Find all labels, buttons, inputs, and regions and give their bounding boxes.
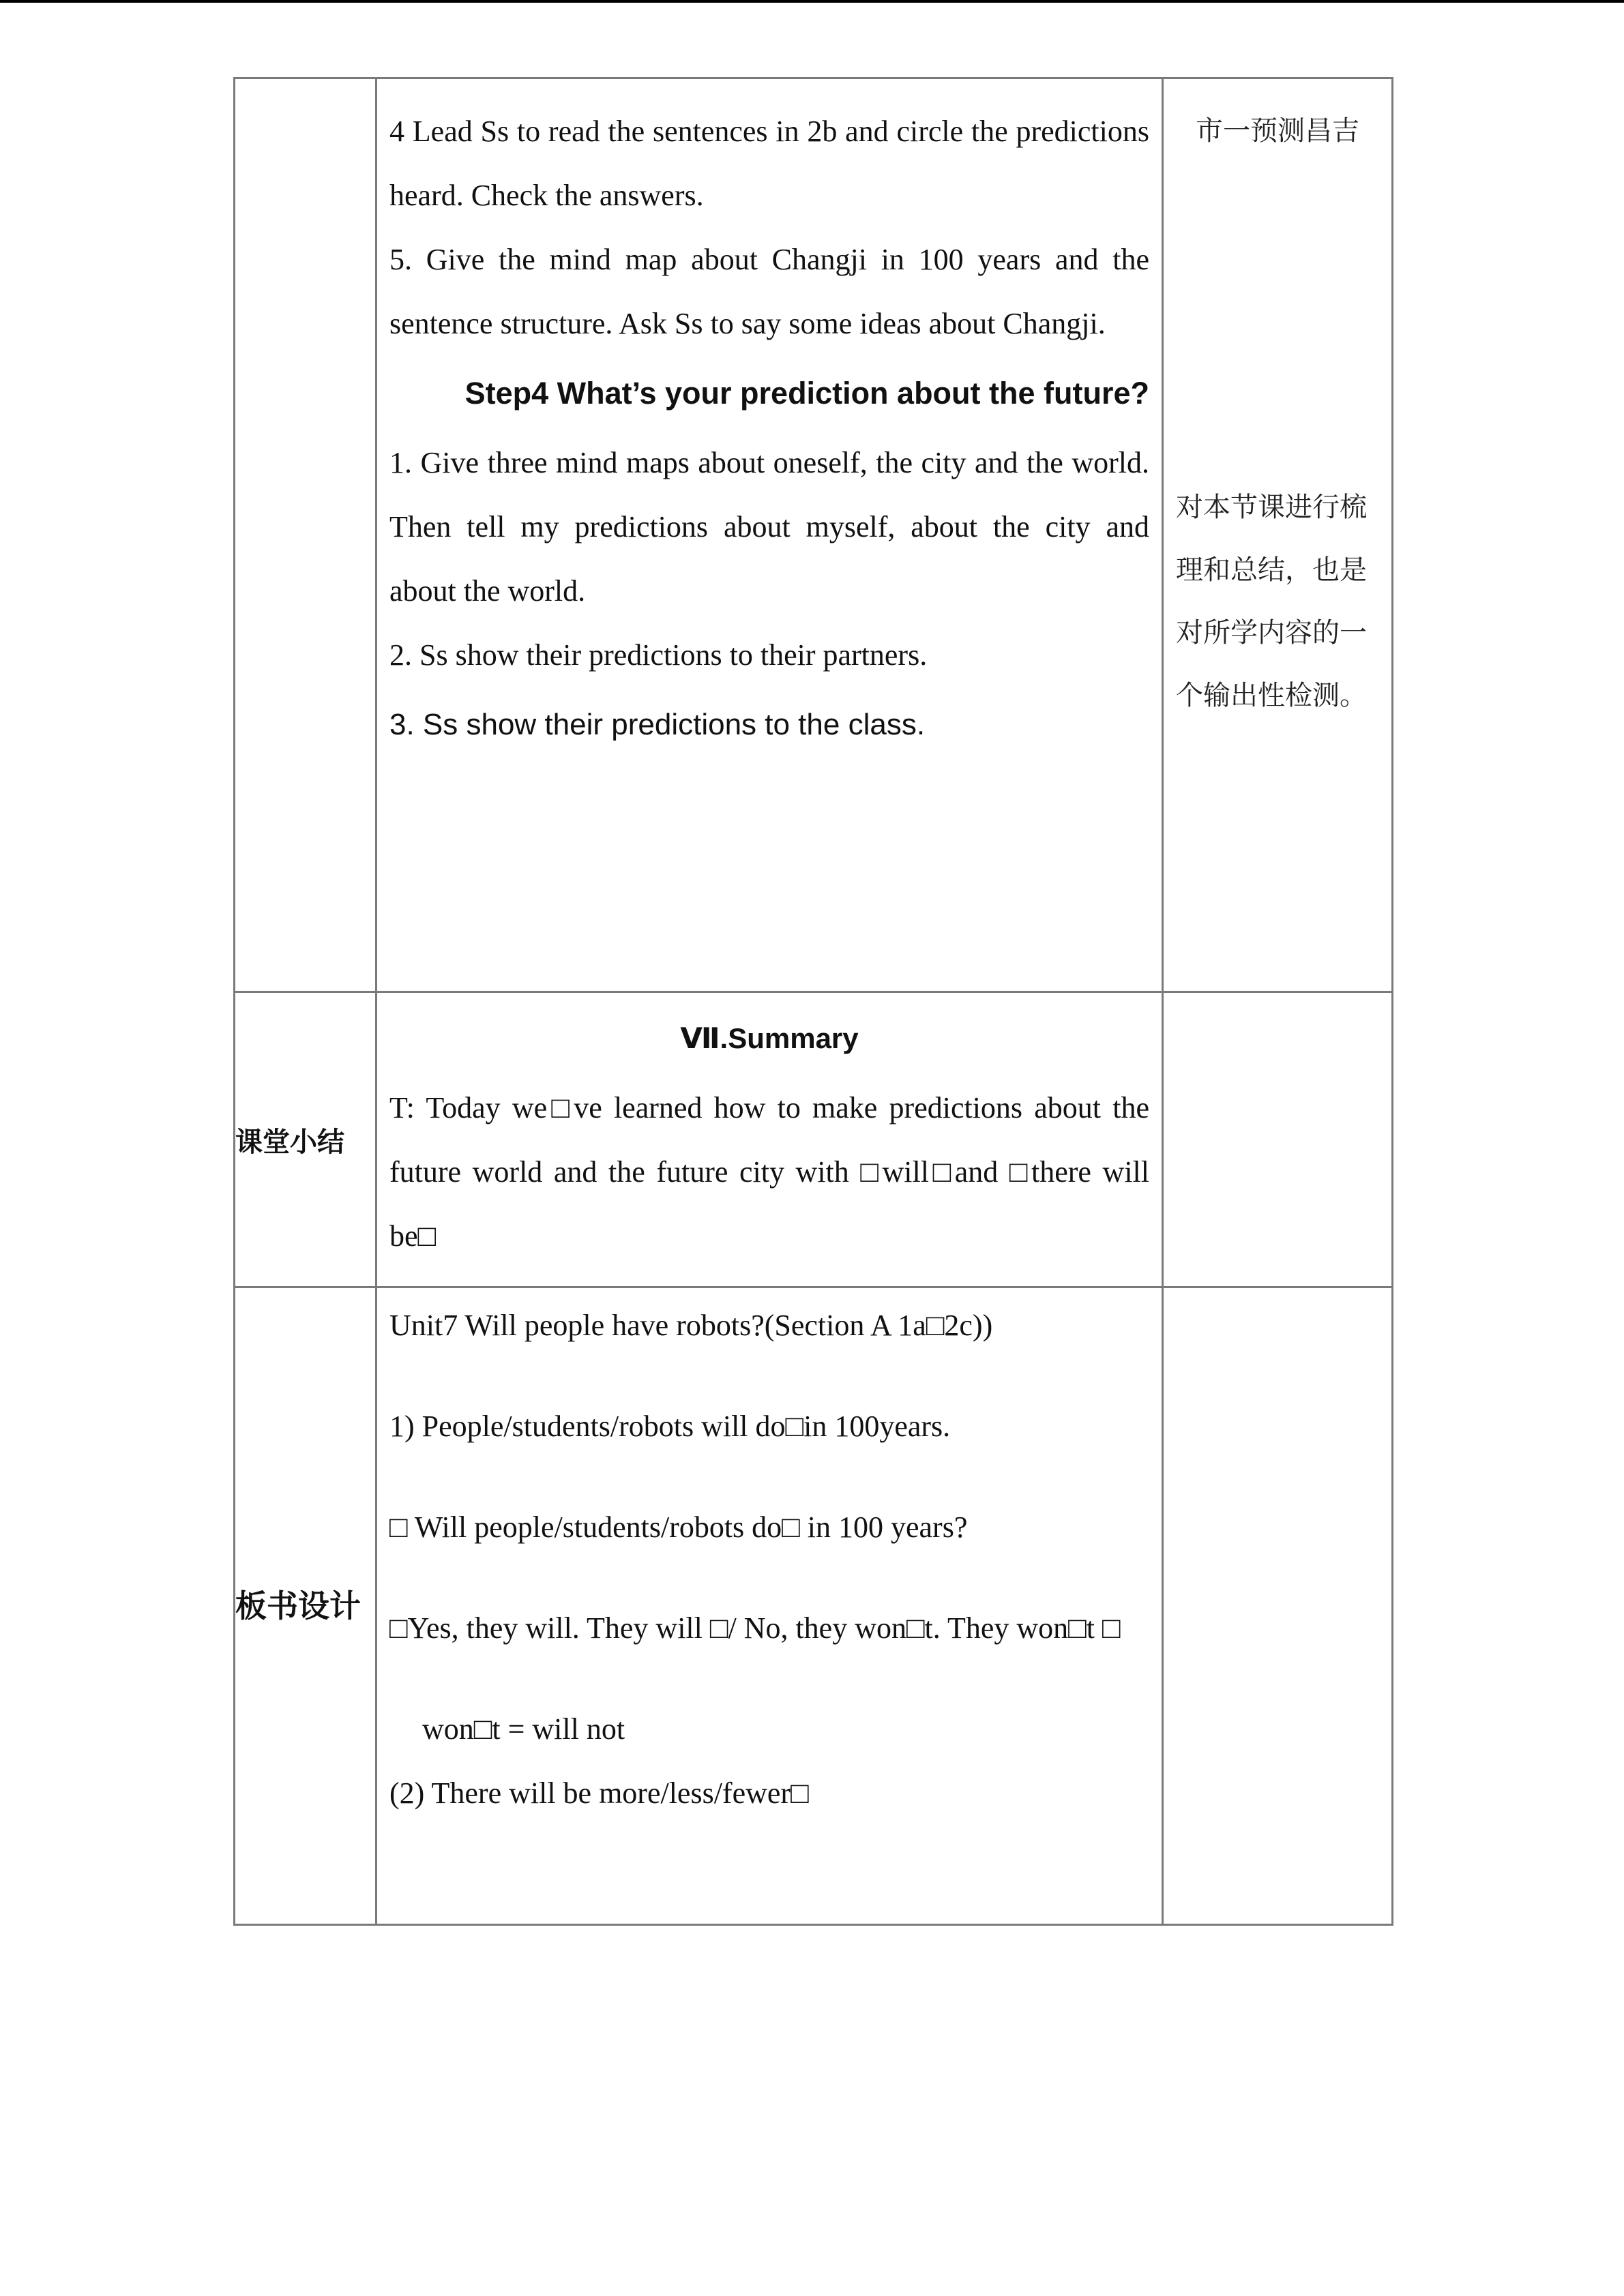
board-line-1: 1) People/students/robots will do□in 100years. xyxy=(389,1410,951,1443)
step4-heading: Step4 What’s your prediction about the future? xyxy=(464,376,1149,411)
board-title: Unit7 Will people have robots?(Section A 1a□2c)) xyxy=(389,1309,993,1342)
summary-heading: Ⅶ.Summary xyxy=(680,1022,859,1054)
empty-label-cell xyxy=(235,78,377,992)
step4-item-1: 1. Give three mind maps about oneself, the city and the world. Then tell my predictions about myself, about the city and about the world. xyxy=(389,446,1149,608)
board-note-cell xyxy=(1163,1287,1393,1925)
board-content-cell xyxy=(377,1287,1163,1925)
board-label xyxy=(235,1287,377,1925)
table-row-step xyxy=(235,78,1393,992)
summary-label: 课堂小结 xyxy=(235,992,377,1287)
board-line-5: (2) There will be more/less/fewer□ xyxy=(389,1776,809,1810)
board-line-2: □ Will people/students/robots do□ in 100 years? xyxy=(389,1510,968,1544)
table-row-summary xyxy=(235,992,1393,1287)
board-label-text: 板书设计 xyxy=(235,1587,361,1624)
paragraph-lead-ss: 4 Lead Ss to read the sentences in 2b and circle the predictions heard. Check the answers. xyxy=(389,115,1149,212)
lesson-plan-table xyxy=(233,77,1393,1926)
step-content-cell xyxy=(377,78,1163,992)
table-row-board xyxy=(235,1287,1393,1925)
note-predict-changji: 市一预测昌吉 xyxy=(1196,115,1359,147)
board-line-4: won□t = will not xyxy=(422,1712,625,1746)
board-line-3: □Yes, they will. They will □/ No, they won□t. They won□t □ xyxy=(389,1611,1121,1645)
page-top-rule xyxy=(0,0,1624,3)
note-cell xyxy=(1163,78,1393,992)
step4-item-2: 2. Ss show their predictions to their partners. xyxy=(389,638,928,672)
summary-content-cell xyxy=(377,992,1163,1287)
paragraph-mind-map-changji: 5. Give the mind map about Changji in 100 years and the sentence structure. Ask Ss to say some ideas about Changji. xyxy=(389,243,1149,340)
summary-note-cell xyxy=(1163,992,1393,1287)
summary-text: T: Today we□ve learned how to make predictions about the future world and the future city with □will□and □there will be□ xyxy=(389,1091,1149,1253)
note-summary-purpose: 对本节课进行梳理和总结，也是对所学内容的一个输出性检测。 xyxy=(1176,492,1367,711)
step4-item-3: 3. Ss show their predictions to the class. xyxy=(389,708,926,741)
